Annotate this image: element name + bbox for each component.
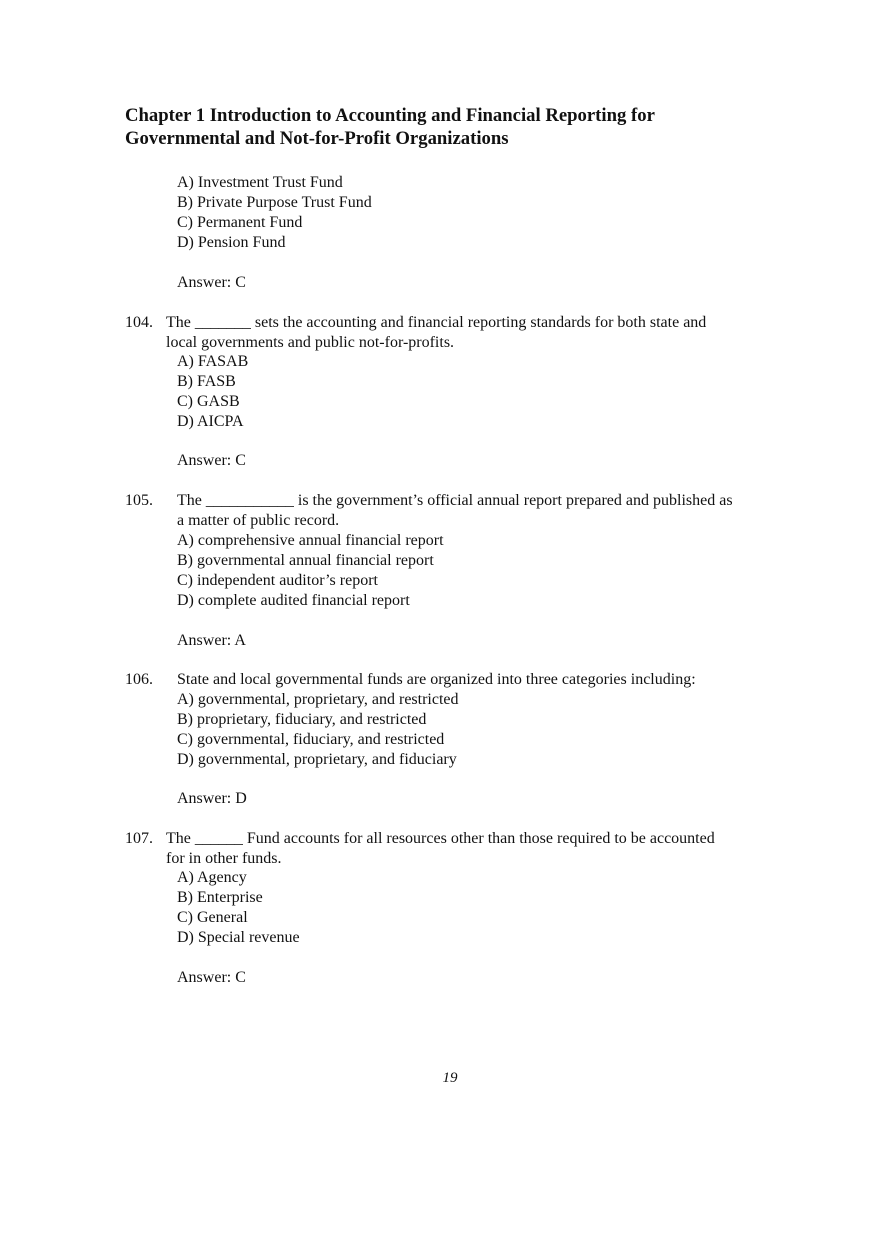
question-107-stem-line-1: The ______ Fund accounts for all resources other than those required to be accounted [166,830,715,847]
option-c: C) GASB [177,393,240,410]
option-a: A) FASAB [177,353,249,370]
option-c: C) General [177,909,248,926]
option-a: A) governmental, proprietary, and restricted [177,691,459,708]
option-d: D) Special revenue [177,929,300,946]
page-number: 19 [442,1070,458,1086]
answer-106: Answer: D [177,790,247,807]
question-104-options [177,352,248,432]
option-b: B) governmental annual financial report [177,552,434,569]
title-line-2: Governmental and Not-for-Profit Organizations [125,128,509,149]
option-d: D) complete audited financial report [177,592,410,609]
option-d: D) governmental, proprietary, and fiduciary [177,751,457,768]
question-number-107: 107. [125,830,153,847]
question-103-options [177,173,372,253]
question-number-105: 105. [125,492,153,509]
question-104-stem-line-1: The _______ sets the accounting and financial reporting standards for both state and [166,314,707,331]
option-c: C) governmental, fiduciary, and restricted [177,731,445,748]
option-b: B) FASB [177,373,236,390]
option-c: C) independent auditor’s report [177,572,378,589]
title-line-1: Chapter 1 Introduction to Accounting and Financial Reporting for [125,105,655,126]
question-105-stem-line-2: a matter of public record. [177,512,340,529]
answer-105: Answer: A [177,632,246,649]
option-b: B) Private Purpose Trust Fund [177,194,372,211]
option-d: D) AICPA [177,413,244,430]
question-107-stem-line-2: for in other funds. [166,850,282,867]
question-105-options [177,531,444,611]
question-106-options [177,690,459,770]
option-b: B) proprietary, fiduciary, and restricted [177,711,427,728]
question-number-104: 104. [125,314,153,331]
question-107-options [177,868,300,948]
answer-103: Answer: C [177,274,246,291]
question-106-stem-line-1: State and local governmental funds are organized into three categories including: [177,671,696,688]
question-number-106: 106. [125,671,153,688]
option-d: D) Pension Fund [177,234,286,251]
answer-104: Answer: C [177,452,246,469]
answer-107: Answer: C [177,969,246,986]
question-104-stem-line-2: local governments and public not-for-profits. [166,334,455,351]
option-a: A) Agency [177,869,247,886]
option-a: A) Investment Trust Fund [177,174,343,191]
option-b: B) Enterprise [177,889,263,906]
question-105-stem-line-1: The ___________ is the government’s official annual report prepared and published as [177,492,733,509]
option-a: A) comprehensive annual financial report [177,532,444,549]
option-c: C) Permanent Fund [177,214,303,231]
page-title [125,104,805,150]
